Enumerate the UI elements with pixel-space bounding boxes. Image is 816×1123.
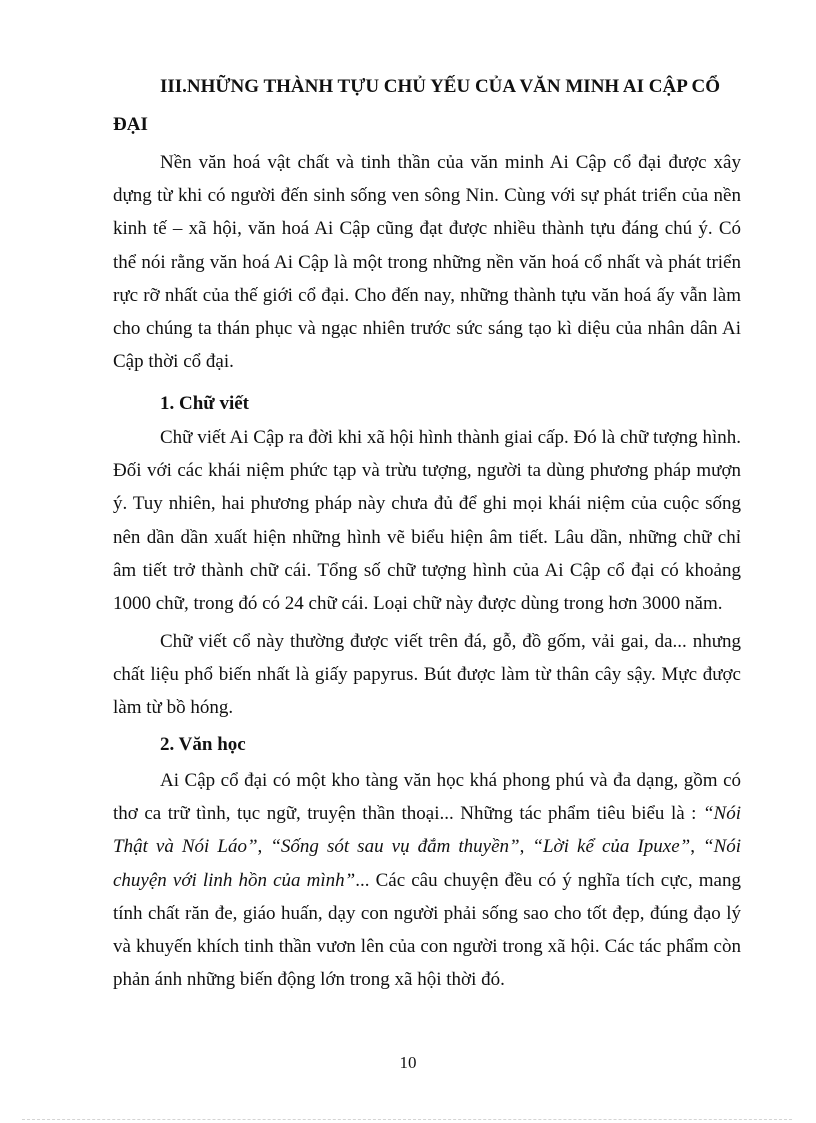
- literary-work-title: “Sống sót sau vụ đắm thuyền”: [270, 836, 520, 858]
- list-separator: ,: [519, 836, 533, 858]
- page-number: 10: [399, 1053, 417, 1072]
- literature-text-start: Ai Cập cổ đại có một kho tàng văn học khá phong phú và đa dạng, gồm có thơ ca trữ tình, tục ngữ, truyện thần thoại... Những tác phẩm tiêu biểu là :: [113, 770, 741, 825]
- main-heading: III.NHỮNG THÀNH TỰU CHỦ YẾU CỦA VĂN MINH AI CẬP CỔ ĐẠI: [113, 76, 721, 135]
- section-heading-literature: 2. Văn học: [160, 734, 246, 755]
- intro-paragraph: Nền văn hoá vật chất và tinh thần của văn minh Ai Cập cổ đại được xây dựng từ khi có người đến sinh sống ven sông Nin. Cùng với sự phát triển của nền kinh tế – xã hội, văn hoá Ai Cập cũng đạt được nhiều thành tựu đáng chú ý. Có thể nói rằng văn hoá Ai Cập là một trong những nền văn hoá cổ nhất và phát triển rực rỡ nhất của thế giới cổ đại. Cho đến nay, những thành tựu văn hoá ấy vẫn làm cho chúng ta thán phục và ngạc nhiên trước sức sáng tạo kì diệu của nhân dân Ai Cập thời cổ đại.: [113, 152, 741, 373]
- list-separator: ,: [257, 836, 271, 858]
- page-bottom-border: [22, 1119, 792, 1120]
- literary-work-title: “Nói Thật và Nói Láo”: [113, 803, 741, 858]
- writing-paragraph-2: Chữ viết cổ này thường được viết trên đá, gỗ, đồ gốm, vải gai, da... nhưng chất liệu phổ biến nhất là giấy papyrus. Bút được làm từ thân cây sậy. Mực được làm từ bồ hóng.: [113, 631, 741, 719]
- section-heading-writing: 1. Chữ viết: [160, 393, 249, 414]
- literary-work-title: “Nói chuyện với linh hồn của mình”: [113, 836, 742, 891]
- literary-work-title: “Lời kể của Ipuxe”: [532, 836, 691, 858]
- writing-paragraph-1: Chữ viết Ai Cập ra đời khi xã hội hình thành giai cấp. Đó là chữ tượng hình. Đối với các khái niệm phức tạp và trừu tượng, người ta dùng phương pháp mượn ý. Tuy nhiên, hai phương pháp này chưa đủ để ghi mọi khái niệm của cuộc sống nên dần dần xuất hiện những hình vẽ biểu hiện âm tiết. Lâu dần, những chữ chỉ âm tiết trở thành chữ cái. Tổng số chữ tượng hình của Ai Cập cổ đại có khoảng 1000 chữ, trong đó có 24 chữ cái. Loại chữ này được dùng trong hơn 3000 năm.: [113, 427, 741, 615]
- list-separator: ,: [690, 836, 704, 858]
- literature-paragraph: [113, 764, 741, 996]
- literature-text-end: ... Các câu chuyện đều có ý nghĩa tích cực, mang tính chất răn đe, giáo huấn, dạy con người phải sống sao cho tốt đẹp, đúng đạo lý và khuyến khích tinh thần vươn lên của con người trong xã hội. Các tác phẩm còn phản ánh những biến động lớn trong xã hội thời đó.: [113, 869, 741, 991]
